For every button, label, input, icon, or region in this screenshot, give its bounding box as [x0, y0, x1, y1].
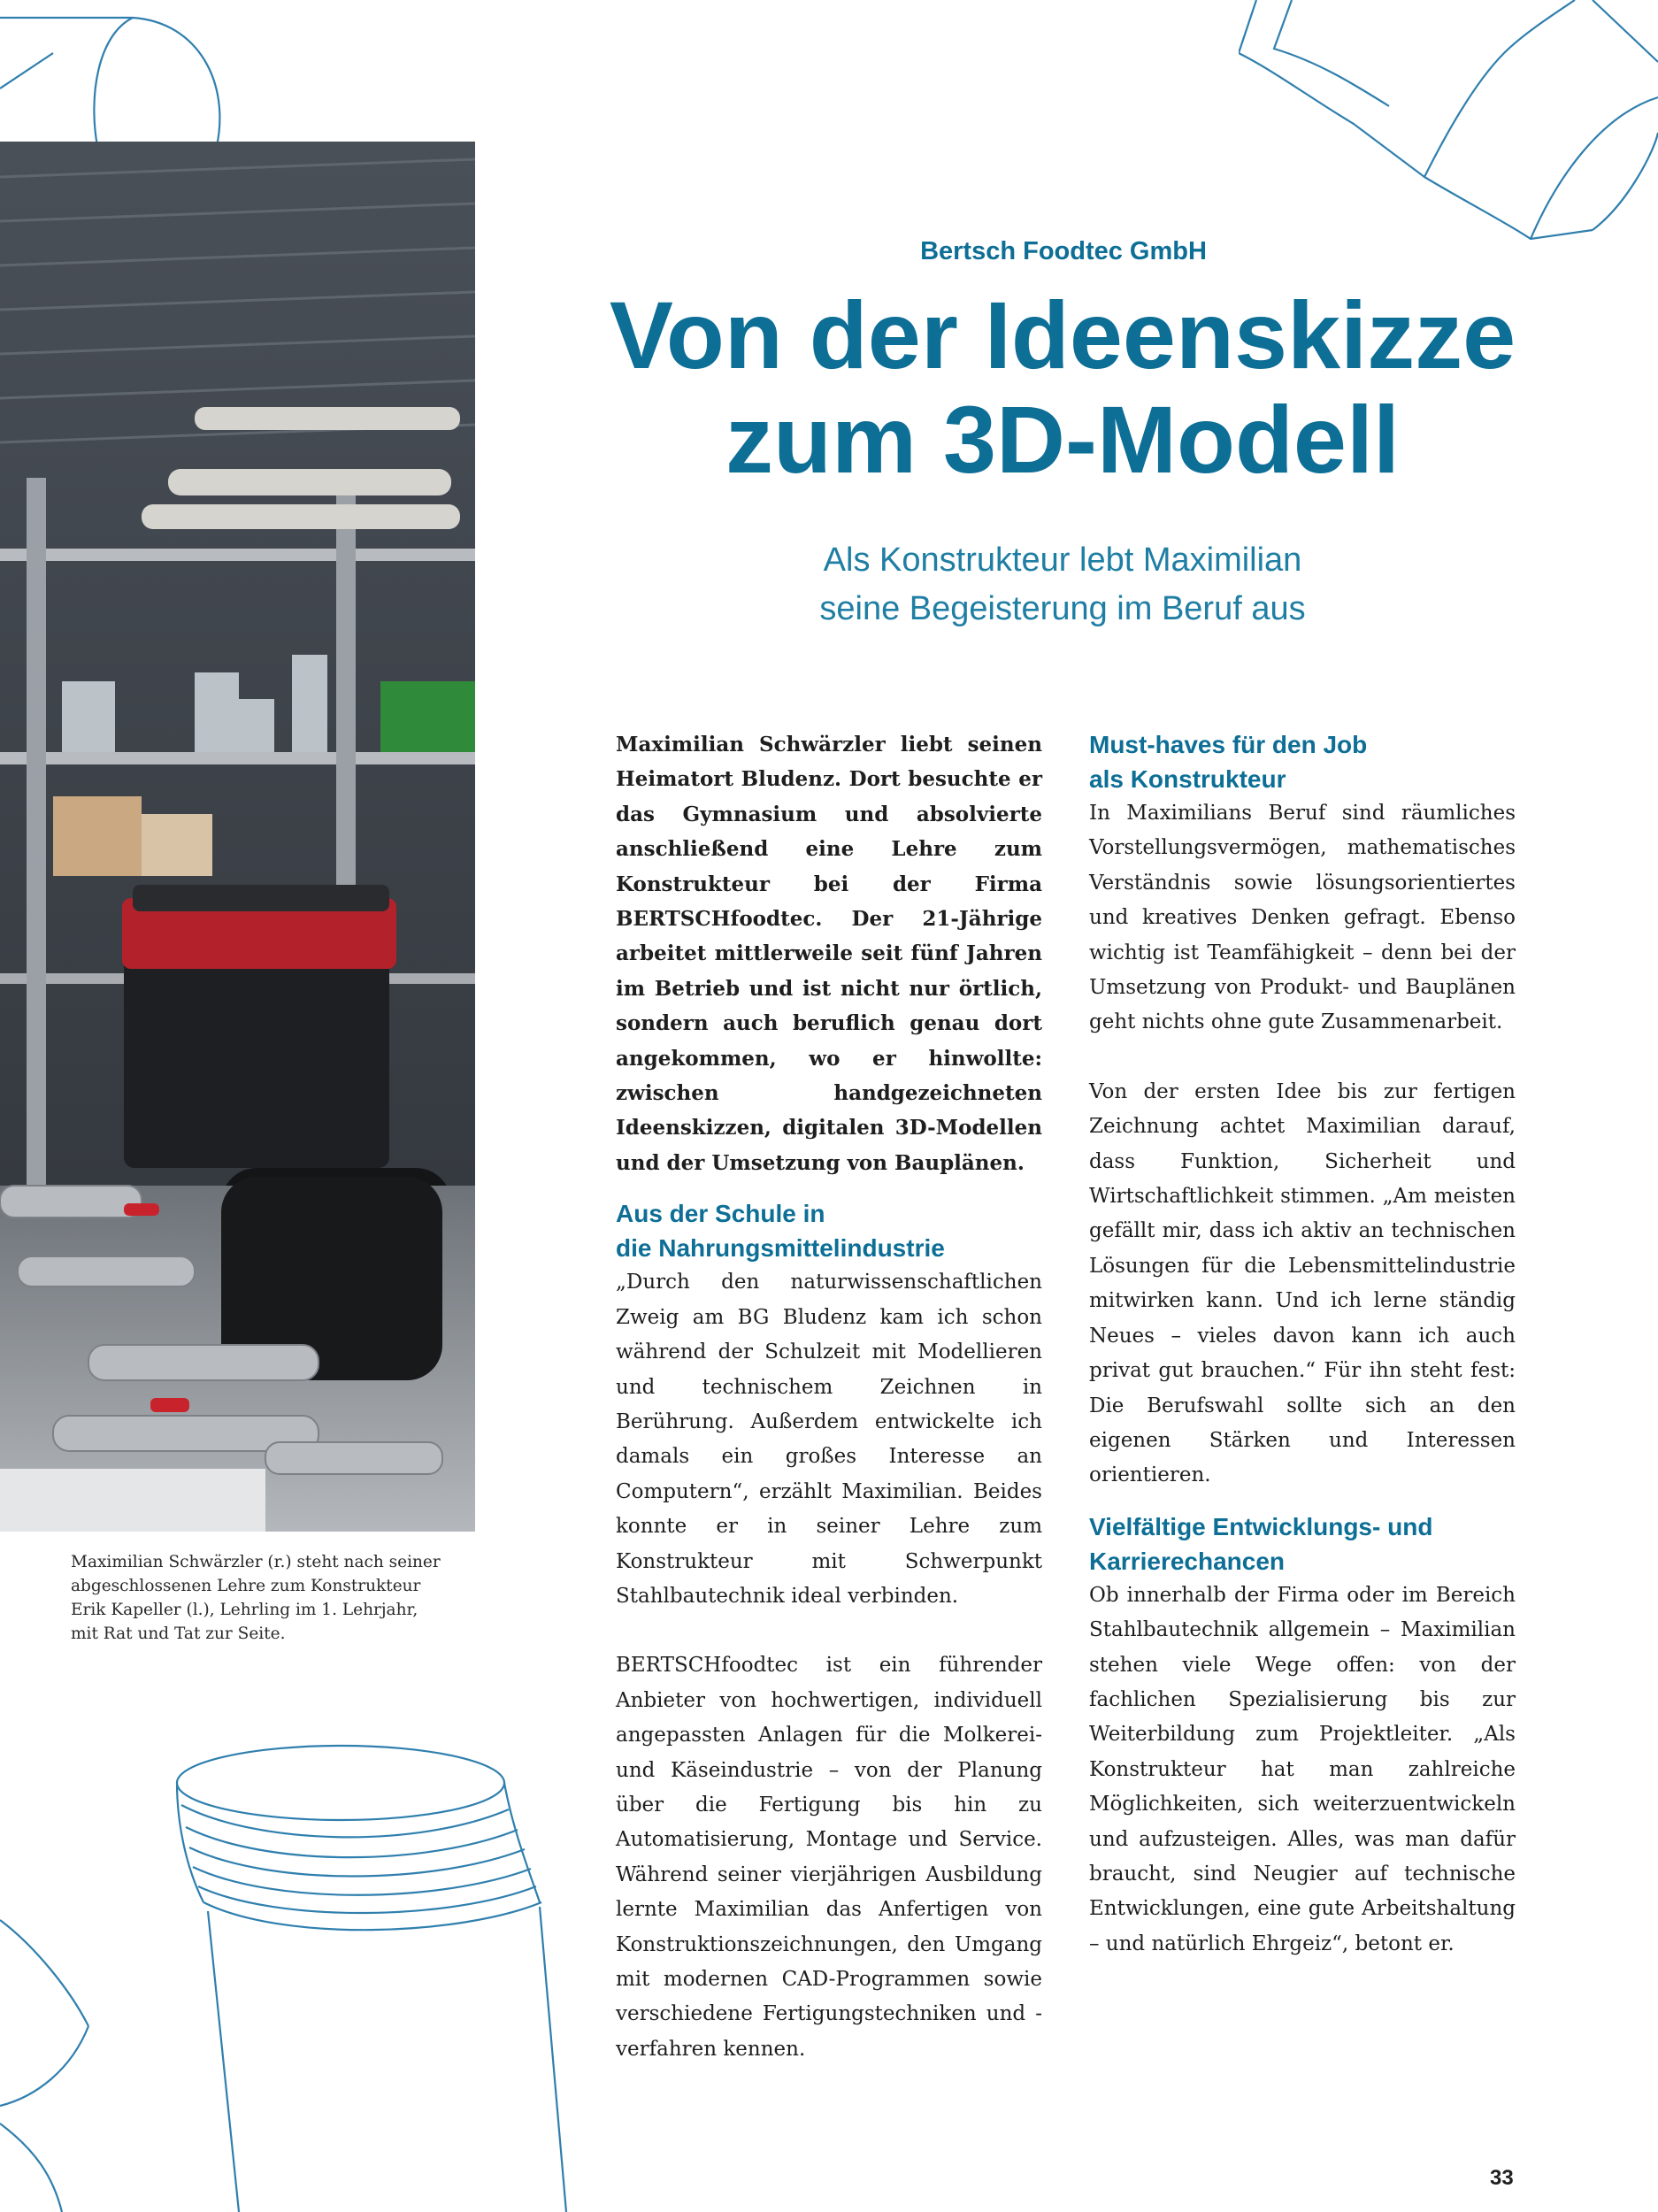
subtitle-line-1: Als Konstrukteur lebt Maximilian	[823, 541, 1302, 579]
body-paragraph: BERTSCHfoodtec ist ein führender Anbieter von hochwertigen, individuell angepassten Anlagen für die Molkerei- und Käseindustrie – von der Planung über die Fertigung bis hin zu Automatisierung, Montage und Service. Während seiner vierjährigen Ausbildung lernte Maximilian das Anfertigen von Konstruktionszeichnungen, den Umgang mit modernen CAD-Programmen sowie verschiedene Fertigungstechniken und -verfahren kennen.	[616, 1654, 1042, 2061]
caption-line: mit Rat und Tat zur Seite.	[71, 1624, 286, 1643]
section-heading-must-haves: Must-haves für den Job als Konstrukteur	[1089, 731, 1368, 793]
title-line-2: zum 3D-Modell	[725, 386, 1400, 493]
caption-line: Maximilian Schwärzler (r.) steht nach seiner	[71, 1553, 441, 1571]
page-number: 33	[1490, 2166, 1514, 2190]
threaded-pipe-outline-icon	[0, 1734, 619, 2212]
caption-line: abgeschlossenen Lehre zum Konstrukteur	[71, 1577, 421, 1595]
subtitle-line-2: seine Begeisterung im Beruf aus	[819, 590, 1306, 627]
company-name: Bertsch Foodtec GmbH	[920, 237, 1207, 265]
body-paragraph: In Maximilians Beruf sind räumliches Vorstellungsvermögen, mathematisches Verständnis sowie lösungsorientiertes und kreatives Denken gefragt. Ebenso wichtig ist Teamfähigkeit – denn bei der Umsetzung von Produkt- und Bauplänen geht nichts ohne gute Zusammenarbeit.	[1089, 802, 1516, 1034]
section-heading-karriere: Vielfältige Entwicklungs- und Karrierechancen	[1089, 1512, 1433, 1575]
article-column-left	[616, 727, 1042, 2067]
subtitle	[531, 536, 1594, 634]
caption-line: Erik Kapeller (l.), Lehrling im 1. Lehrjahr,	[71, 1601, 418, 1619]
body-paragraph: „Durch den naturwissenschaftlichen Zweig am BG Bludenz kam ich schon während der Schulzeit mit Modellieren und technischem Zeichnen in Berührung. Außerdem entwickelte ich damals ein großes Interesse an Computern“, erzählt Maximilian. Beides konnte er in seiner Lehre zum Konstrukteur mit Schwerpunkt Stahlbautechnik ideal verbinden.	[616, 1271, 1042, 1608]
photo-caption	[71, 1550, 460, 1646]
lead-paragraph: Maximilian Schwärzler liebt seinen Heimatort Bludenz. Dort besuchte er das Gymnasium und absolvierte anschließend eine Lehre zum Konstrukteur bei der Firma BERTSCHfoodtec. Der 21-Jährige arbeitet mittlerweile seit fünf Jahren im Betrieb und ist nicht nur örtlich, sondern auch beruflich genau dort angekommen, wo er hinwollte: zwischen handgezeichneten Ideenskizzen, digitalen 3D-Modellen und der Umsetzung von Bauplänen.	[616, 733, 1042, 1175]
page-title	[531, 283, 1594, 492]
section-heading-schule: Aus der Schule in die Nahrungsmittelindustrie	[616, 1200, 945, 1263]
pipe-outline-top-left-icon	[0, 0, 239, 146]
body-paragraph: Ob innerhalb der Firma oder im Bereich Stahlbautechnik allgemein – Maximilian stehen viele Wege offen: von der fachlichen Spezialisierung bis zur Weiterbildung zum Projektleiter. „Als Konstrukteur hat man zahlreiche Möglichkeiten, sich weiterzuentwickeln und aufzusteigen. Alles, was man dafür braucht, sind Neugier auf technische Entwicklungen, eine gute Arbeitshaltung – und natürlich Ehrgeiz“, betont er.	[1089, 1583, 1516, 1955]
workshop-photo	[0, 142, 475, 1532]
pipe-outline-top-right-icon	[1239, 0, 1658, 248]
title-line-1: Von der Ideenskizze	[609, 281, 1516, 388]
body-paragraph: Von der ersten Idee bis zur fertigen Zeichnung achtet Maximilian darauf, dass Funktion, Sicherheit und Wirtschaftlichkeit stimmen. „Am meisten gefällt mir, dass ich aktiv an technischen Lösungen für die Lebensmittelindustrie mitwirken kann. Und ich lerne ständig Neues – vieles davon kann ich auch privat gut brauchen.“ Für ihn steht fest: Die Berufswahl sollte sich an den eigenen Stärken und Interessen orientieren.	[1089, 1079, 1516, 1487]
article-column-right	[1089, 727, 1516, 1962]
